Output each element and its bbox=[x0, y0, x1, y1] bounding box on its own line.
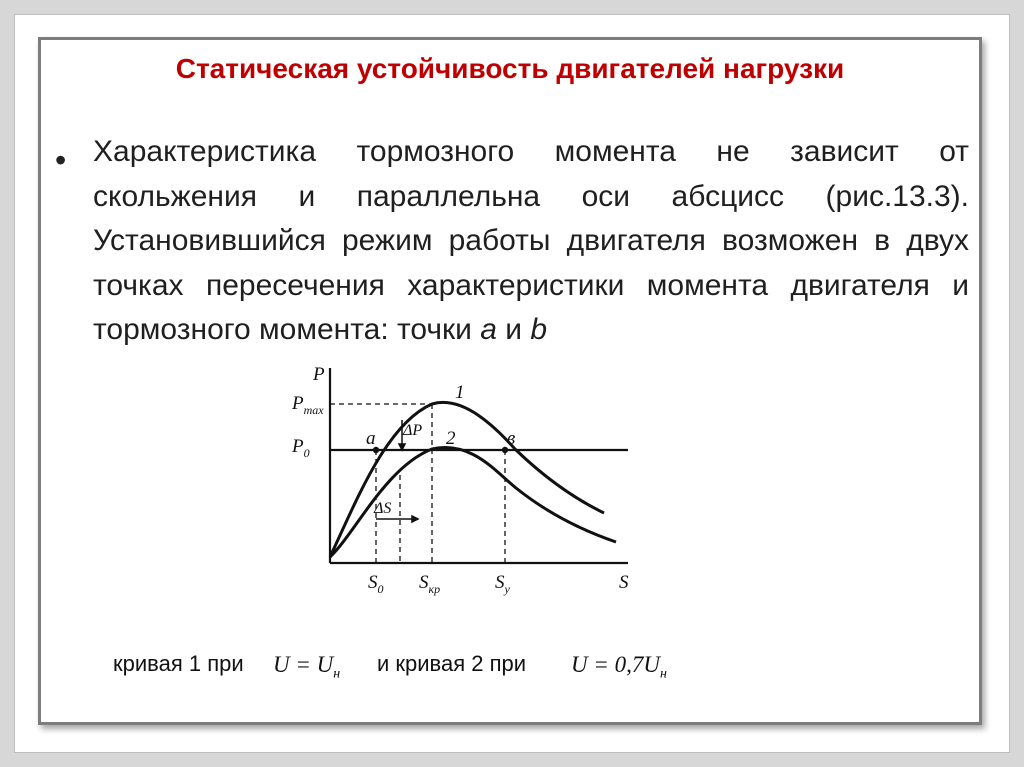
caption-curve-1: кривая 1 при bbox=[113, 651, 244, 676]
y-axis-label: P bbox=[313, 364, 325, 385]
formula-curve-1 bbox=[273, 652, 340, 683]
skr-label bbox=[419, 572, 440, 596]
pmax-label bbox=[291, 393, 324, 417]
formula-1-body: U = U bbox=[273, 652, 334, 677]
bullet-marker: • bbox=[55, 142, 67, 178]
delta-p-label: ΔP bbox=[403, 422, 423, 439]
p0-symbol: P bbox=[292, 436, 304, 457]
caption-curve-2: и кривая 2 при bbox=[377, 651, 527, 676]
curve-2 bbox=[330, 447, 616, 557]
bullet-text bbox=[93, 130, 969, 353]
slide bbox=[38, 37, 982, 725]
x-axis-label: S bbox=[619, 572, 629, 593]
skr-subscript: кр bbox=[428, 582, 441, 596]
point-a-ref: a bbox=[480, 313, 497, 346]
stability-diagram bbox=[286, 362, 656, 602]
point-a-label: a bbox=[366, 428, 376, 449]
sy-subscript: у bbox=[504, 582, 510, 596]
curve-1 bbox=[330, 402, 604, 557]
formula-2-subscript: н bbox=[660, 666, 667, 682]
point-b-label: в bbox=[507, 428, 516, 449]
s0-label bbox=[368, 572, 384, 596]
and-word: и bbox=[496, 313, 531, 346]
delta-s-label: ΔS bbox=[374, 500, 392, 517]
s0-subscript: 0 bbox=[377, 582, 384, 596]
delta-s-arrowhead bbox=[412, 516, 418, 522]
sy-symbol: S bbox=[495, 572, 505, 593]
formula-1-subscript: н bbox=[333, 666, 341, 682]
bullet-main-text: Характеристика тормозного момента не зависит от скольжения и параллельна оси абсцисс (рис.13.3). Установившийся режим работы двигателя возможен в двух точках пересечения характеристики момента двигателя и тормозного момента: точки bbox=[93, 135, 969, 346]
skr-symbol: S bbox=[419, 572, 429, 593]
p0-subscript: 0 bbox=[303, 446, 310, 460]
curve-2-label: 2 bbox=[446, 428, 456, 449]
curve-1-label: 1 bbox=[455, 382, 465, 403]
p0-label bbox=[291, 436, 310, 460]
s0-symbol: S bbox=[368, 572, 378, 593]
slide-title: Статическая устойчивость двигателей нагрузки bbox=[175, 53, 845, 84]
pmax-symbol: P bbox=[292, 393, 304, 414]
pmax-subscript: max bbox=[303, 403, 324, 417]
formula-curve-2 bbox=[571, 652, 667, 683]
formula-2-body: U = 0,7U bbox=[571, 652, 660, 677]
sy-label bbox=[495, 572, 511, 596]
point-b-ref: b bbox=[530, 313, 548, 346]
